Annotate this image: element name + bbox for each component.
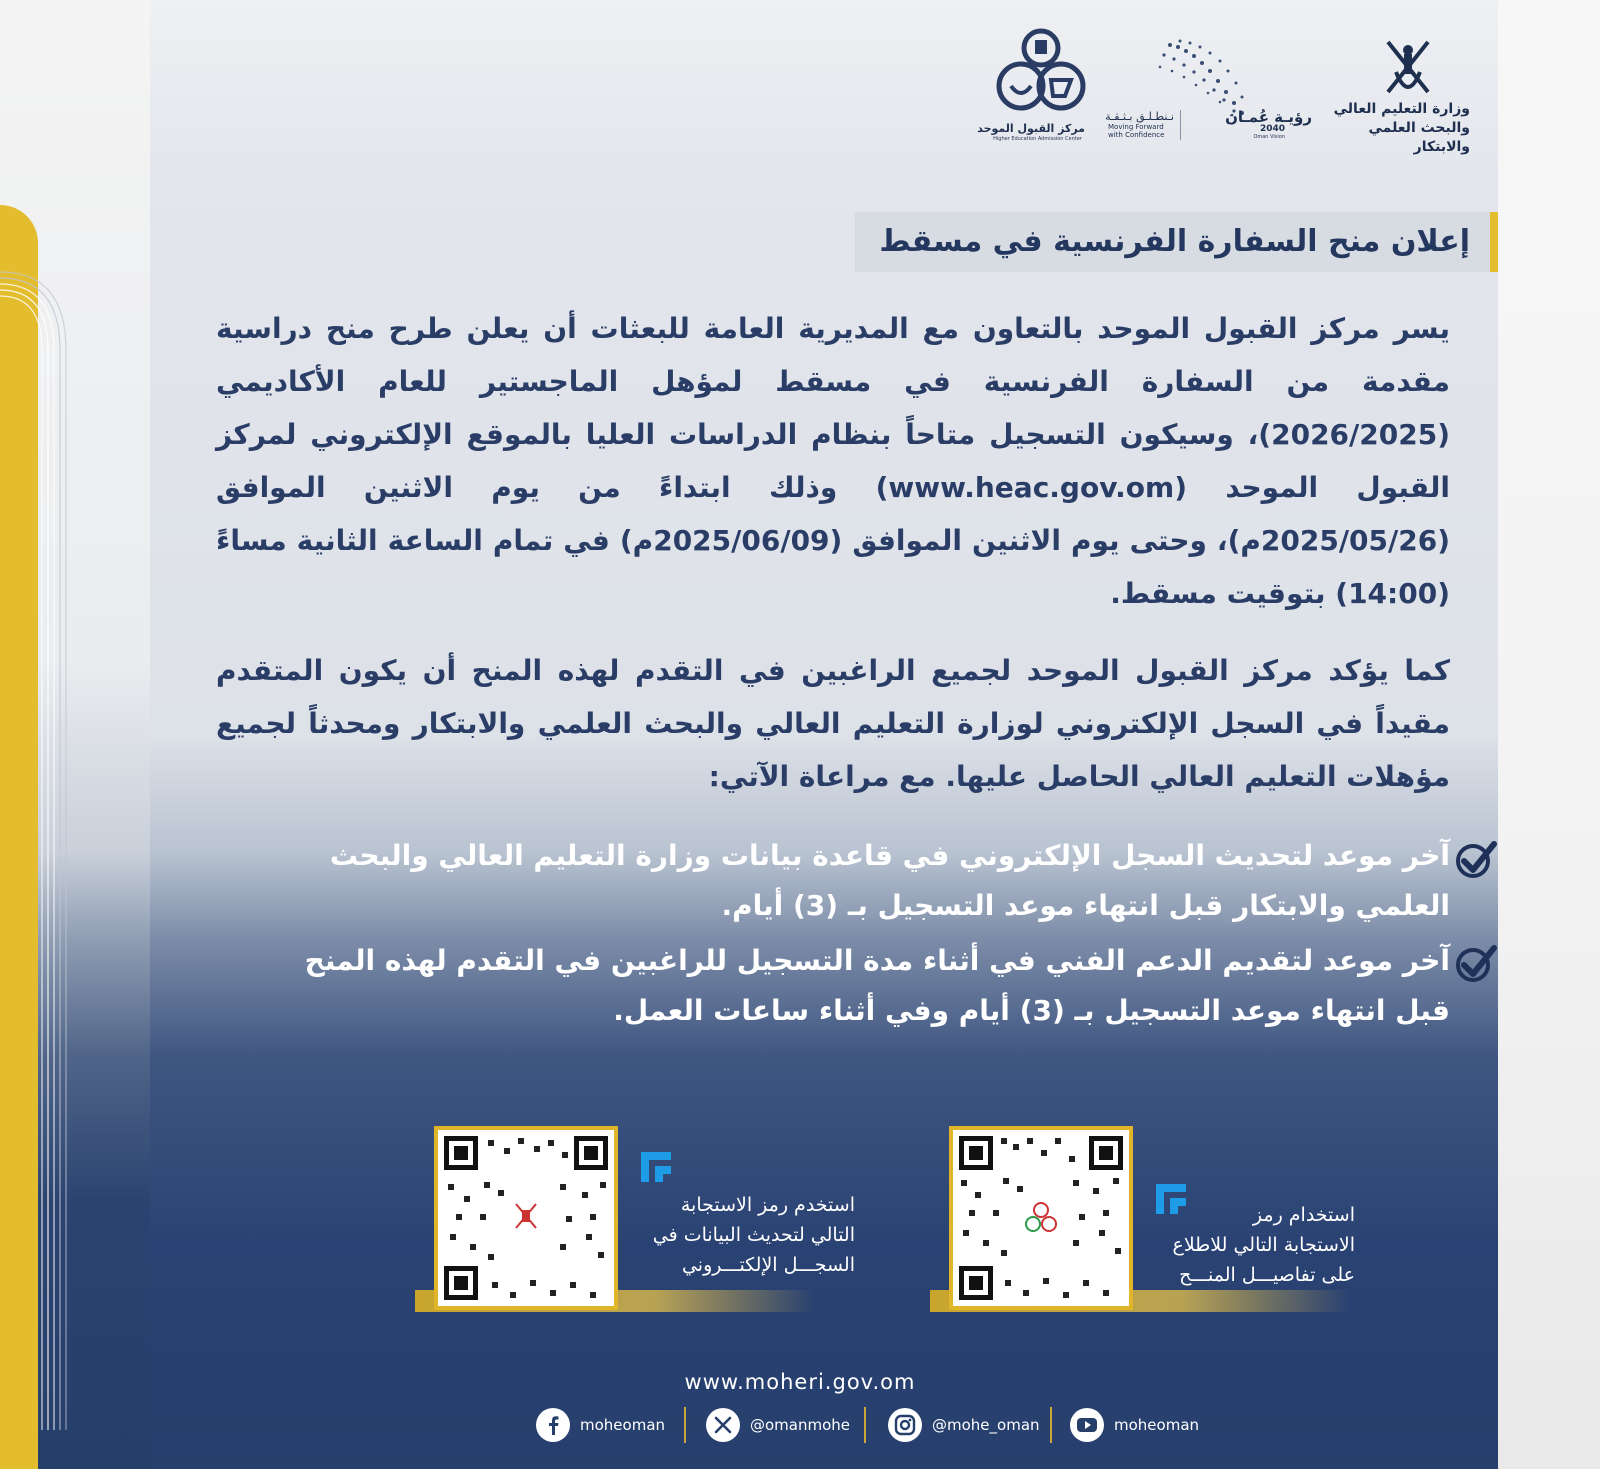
social-label: @omanmohe (750, 1416, 851, 1434)
footer-separator (1050, 1407, 1052, 1443)
ministry-emblem-icon (1368, 32, 1448, 102)
social-label: @mohe_oman (932, 1416, 1040, 1434)
qr-code-scholarship-details[interactable] (949, 1126, 1133, 1310)
slogan-arabic: نـنطـلـق بـثـقـة (1105, 110, 1174, 123)
heac-logo-icon (995, 28, 1087, 120)
bullet-item: آخر موعد لتحديث السجل الإلكتروني في قاعدة بيانات وزارة التعليم العالي والبحث العلمي والابتكار قبل انتهاء موعد التسجيل بـ (3) أيام. (329, 839, 1450, 922)
vision-title: رؤيـة عُمـان (1225, 108, 1312, 126)
checkmark-icon (1454, 940, 1498, 984)
qr-code-pattern-icon (438, 1130, 614, 1306)
footer-separator (864, 1407, 866, 1443)
bullet-item: آخر موعد لتقديم الدعم الفني في أثناء مدة التسجيل للراغبين في التقدم لهذه المنح قبل انتهاء موعد التسجيل بـ (3) أيام وفي أثناء ساعات العمل. (304, 944, 1450, 1027)
instagram-icon (888, 1408, 922, 1442)
qr-caption-scholarship-details: استخدام رمز الاستجابة التالي للاطلاع على تفاصيـــل المنـــح (1172, 1204, 1355, 1286)
intro-paragraph: يسر مركز القبول الموحد بالتعاون مع المديرية العامة للبعثات أن يعلن طرح منح دراسية مقدمة من السفارة الفرنسية في مسقط لمؤهل الماجستير للعام الأكاديمي (2026/2025)، وسيكون التسجيل متاحاً بنظام الدراسات العليا بالموقع الإلكتروني لمركز القبول الموحد (www.heac.gov.om) وذلك ابتداءً من يوم الاثنين الموافق (2025/05/26م)، وحتى يوم الاثنين الموافق (2025/06/09م) في تمام الساعة الثانية مساءً (14:00) بتوقيت مسقط. (216, 312, 1450, 610)
heac-name-english: Higher Education Admission Center (993, 136, 1082, 142)
right-margin (1498, 0, 1600, 1469)
qr-code-update-record[interactable] (434, 1126, 618, 1310)
qr-caption-update-record: استخدم رمز الاستجابة التالي لتحديث البيانات في السجـــل الإلكتـــروني (652, 1194, 855, 1276)
header-divider (1180, 110, 1181, 140)
decorative-stripes (0, 270, 70, 1430)
social-youtube[interactable] (1070, 1405, 1199, 1445)
announcement-title: إعلان منح السفارة الفرنسية في مسقط (879, 224, 1470, 259)
website-link[interactable]: www.moheri.gov.om (684, 1370, 916, 1394)
social-label: moheoman (580, 1416, 666, 1434)
qr-code-pattern-icon (953, 1130, 1129, 1306)
requirements-paragraph: كما يؤكد مركز القبول الموحد لجميع الراغبين في التقدم لهذه المنح أن يكون المتقدم مقيداً في السجل الإلكتروني لوزارة التعليم العالي والبحث العلمي والابتكار ومحدثاً لجميع مؤهلات التعليم العالي الحاصل عليها. مع مراعاة الآتي: (216, 654, 1450, 793)
vision-year: 2040 (1259, 124, 1285, 134)
social-x[interactable] (706, 1405, 850, 1445)
ministry-name: وزارة التعليم العالي والبحث العلمي والابتكار (1333, 101, 1470, 155)
social-facebook[interactable] (536, 1405, 665, 1445)
facebook-icon (536, 1408, 570, 1442)
slogan-english: Moving Forward with Confidence (1108, 123, 1165, 139)
heac-name-arabic: مركز القبول الموحد (977, 122, 1085, 135)
x-icon (706, 1408, 740, 1442)
social-instagram[interactable] (888, 1405, 1040, 1445)
checkmark-icon (1454, 836, 1498, 880)
vision-subtitle: Oman Vision (1253, 134, 1285, 140)
qr-pointer-icon (637, 1148, 675, 1186)
social-label: moheoman (1114, 1416, 1200, 1434)
footer-separator (684, 1407, 686, 1443)
youtube-icon (1070, 1408, 1104, 1442)
